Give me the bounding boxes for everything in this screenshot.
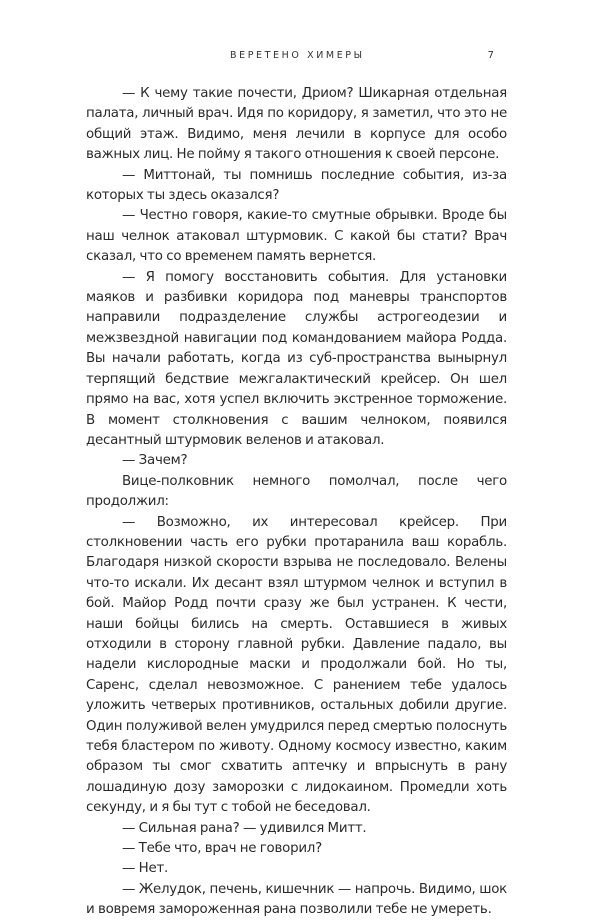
- paragraph: — Нет.: [122, 861, 169, 877]
- body-text: [86, 84, 507, 921]
- paragraph: — Зачем?: [122, 453, 188, 469]
- paragraph: — Тебе что, врач не говорил?: [122, 841, 322, 857]
- paragraph: — Я помогу восстановить события. Для установки маяков и разбивки коридора под маневры транспортов направили подразделение службы астрогеодезии и межзвездной навигации под командованием майора Родда. Вы начали работать, когда из суб-пространства вынырнул терпящий бедствие межгалактический крейсер. Он шел прямо на вас, хотя успел включить экстренное торможение. В момент столкновения с вашим челноком, появился десантный штурмовик веленов и атаковал.: [86, 269, 507, 448]
- paragraph: — Сильная рана? — удивился Митт.: [122, 820, 367, 836]
- paragraph: — К чему такие почести, Дриом? Шикарная отдельная палата, личный врач. Идя по коридору, я заметил, что это не общий этаж. Видимо, меня лечили в корпусе для особо важных лиц. Не пойму я такого отношения к своей персоне.: [86, 86, 507, 163]
- paragraph: — Честно говоря, какие-то смутные обрывки. Вроде бы наш челнок атаковал штурмовик. С какой бы стати? Врач сказал, что со временем память вернется.: [86, 208, 507, 265]
- paragraph: — Миттонай, ты помнишь последние события, из-за которых ты здесь оказался?: [86, 167, 507, 204]
- paragraph: Вице-полковник немного помолчал, после чего продолжил:: [86, 473, 507, 510]
- running-title: ВЕРЕТЕНО ХИМЕРЫ: [230, 50, 365, 61]
- paragraph: — Желудок, печень, кишечник — напрочь. Видимо, шок и вовремя замороженная рана позволили тебе не умереть.: [86, 881, 507, 918]
- running-head: [90, 50, 510, 64]
- paragraph: — Возможно, их интересовал крейсер. При столкновении часть его рубки протаранила ваш корабль. Благодаря низкой скорости взрыва не последовало. Велены что-то искали. Их десант взял штурмом челнок и вступил в бой. Майор Родд почти сразу же был устранен. К чести, наши бойцы бились на смерть. Оставшиеся в живых отходили в сторону главной рубки. Давление падало, вы надели кислородные маски и продолжали бой. Но ты, Саренс, сделал невозможное. С ранением тебе удалось уложить четверых противников, остальных добили другие. Один полуживой велен умудрился перед смертью полоснуть тебя бластером по животу. Одному космосу известно, каким образом ты смог схватить аптечку и впрыснуть в рану лошадиную дозу заморозки с лидокаином. Промедли хоть секунду, и я бы тут с тобой не беседовал.: [86, 514, 507, 816]
- page-number: 7: [487, 50, 494, 61]
